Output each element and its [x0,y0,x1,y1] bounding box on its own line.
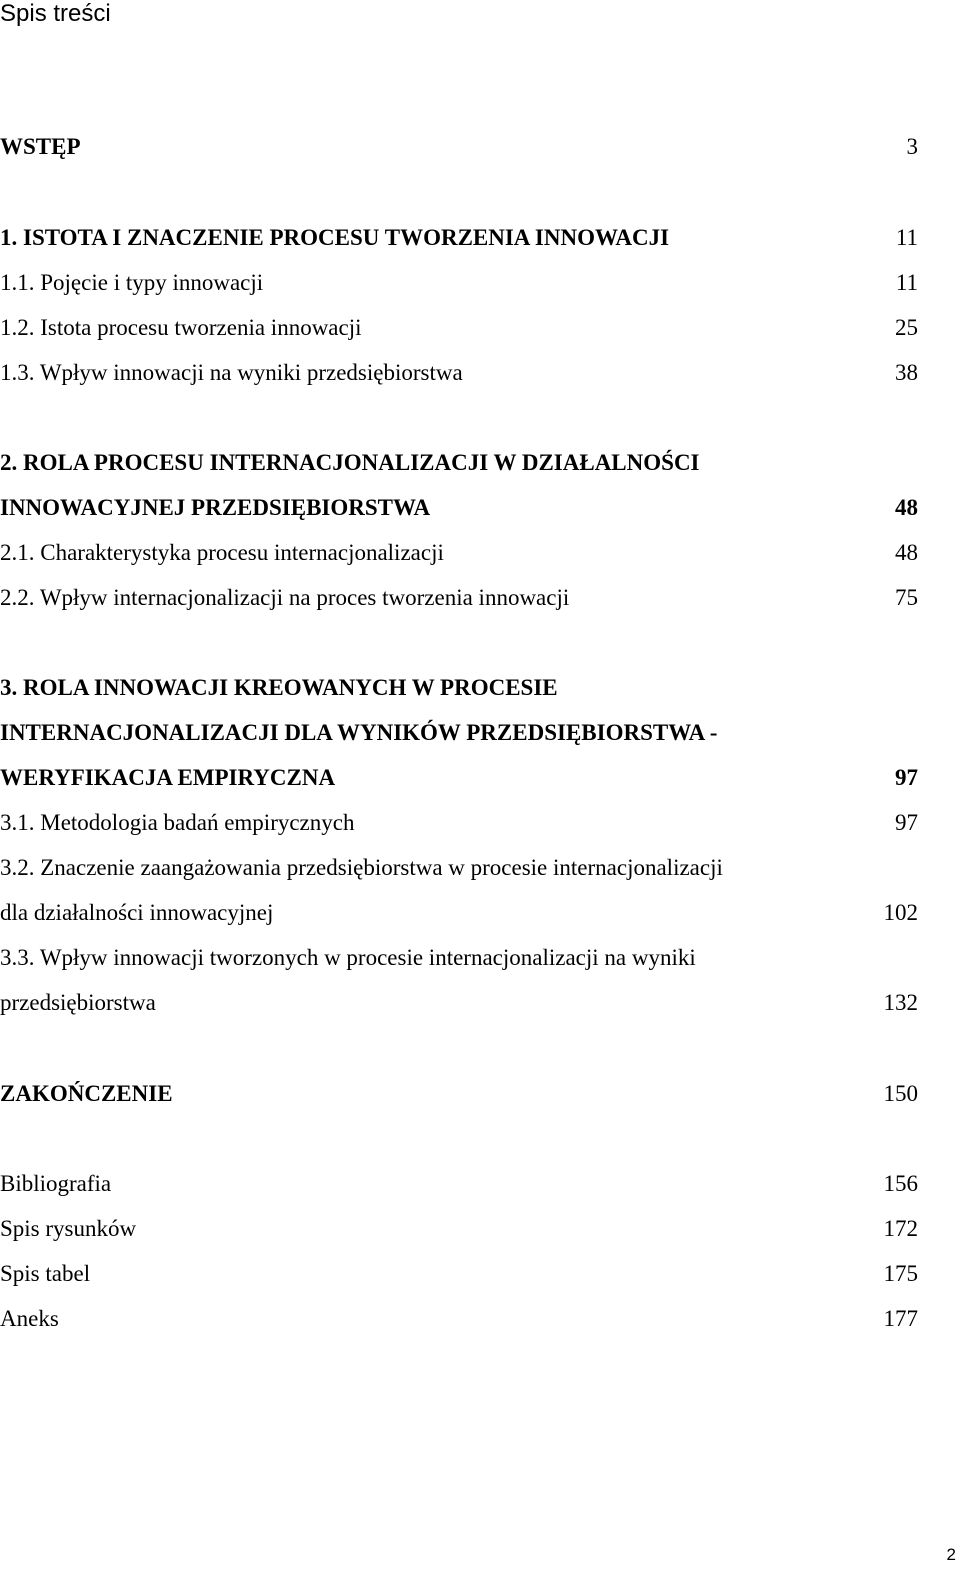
toc-entry-chapter-1: 1. ISTOTA I ZNACZENIE PROCESU TWORZENIA INNOWACJI [0,225,670,250]
toc-entry-2-2: 2.2. Wpływ internacjonalizacji na proces tworzenia innowacji [0,585,570,610]
toc-entry-chapter-3-cont: INTERNACJONALIZACJI DLA WYNIKÓW PRZEDSIĘBIORSTWA - [0,720,718,745]
page-number: 2 [946,1545,956,1564]
toc-entry-chapter-2: 2. ROLA PROCESU INTERNACJONALIZACJI W DZIAŁALNOŚCI [0,450,700,475]
toc-page-3-3: 132 [883,990,918,1015]
toc-page-1-3: 38 [895,360,918,385]
toc-entry-chapter-3-cont-2: WERYFIKACJA EMPIRYCZNA [0,765,336,790]
toc-entry-3-3: 3.3. Wpływ innowacji tworzonych w procesie internacjonalizacji na wyniki [0,945,696,970]
toc-entry-spis-rysunkow: Spis rysunków [0,1216,137,1241]
toc-page-3-2: 102 [883,900,918,925]
toc-page-spis-rysunkow: 172 [883,1216,918,1241]
toc-page-chapter-1: 11 [895,225,918,250]
toc-page-2-2: 75 [895,585,918,610]
toc-page-1-2: 25 [895,315,918,340]
toc-page-zakonczenie: 150 [883,1081,918,1106]
toc-entry-spis-tabel: Spis tabel [0,1261,91,1286]
toc-page-bibliografia: 156 [883,1171,918,1196]
toc-entry-chapter-3: 3. ROLA INNOWACJI KREOWANYCH W PROCESIE [0,675,558,700]
toc-entry-3-1: 3.1. Metodologia badań empirycznych [0,810,355,835]
toc-page-spis-tabel: 175 [883,1261,918,1286]
toc-page-3-1: 97 [895,810,918,835]
toc-page-chapter-3: 97 [895,765,918,790]
toc-entry-bibliografia: Bibliografia [0,1171,112,1196]
toc-page-1-1: 11 [895,270,918,295]
toc-entry-1-2: 1.2. Istota procesu tworzenia innowacji [0,315,362,340]
toc-entry-1-1: 1.1. Pojęcie i typy innowacji [0,270,264,295]
toc-entry-zakonczenie: ZAKOŃCZENIE [0,1081,173,1106]
toc-page-wstep: 3 [906,134,918,159]
toc-page-aneks: 177 [883,1306,918,1331]
toc-entry-3-2: 3.2. Znaczenie zaangażowania przedsiębiorstwa w procesie internacjonalizacji [0,855,723,880]
toc-entry-3-3-cont: przedsiębiorstwa [0,990,156,1015]
toc-entry-2-1: 2.1. Charakterystyka procesu internacjonalizacji [0,540,444,565]
toc-entry-chapter-2-cont: INNOWACYJNEJ PRZEDSIĘBIORSTWA [0,495,431,520]
toc-entry-1-3: 1.3. Wpływ innowacji na wyniki przedsiębiorstwa [0,360,463,385]
toc-page-chapter-2: 48 [895,495,918,520]
toc-entry-aneks: Aneks [0,1306,59,1331]
toc-page-2-1: 48 [895,540,918,565]
toc-entry-wstep: WSTĘP [0,134,81,159]
toc-title: Spis treści [0,0,111,27]
toc-entry-3-2-cont: dla działalności innowacyjnej [0,900,274,925]
